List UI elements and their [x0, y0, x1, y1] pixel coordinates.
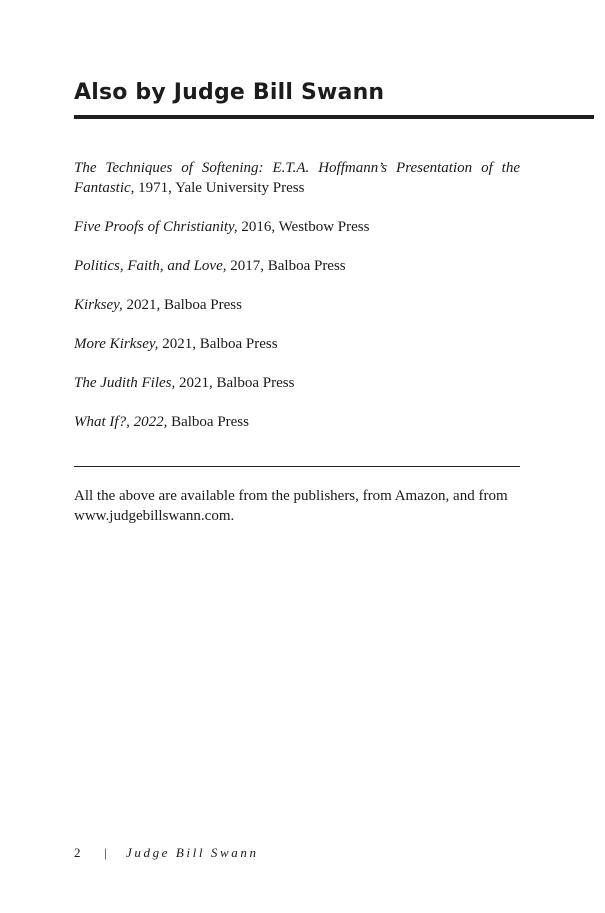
availability-note: All the above are available from the publishers, from Amazon, and from www.judgebillswann.com.: [74, 488, 508, 524]
book-entry: [74, 373, 520, 393]
book-details: 2021, Balboa Press: [158, 336, 278, 352]
book-title: Politics, Faith, and Love,: [74, 258, 227, 274]
book-details: Balboa Press: [167, 414, 249, 430]
book-details: 1971, Yale University Press: [134, 180, 305, 196]
page-footer: [74, 845, 259, 861]
book-entry: [74, 412, 520, 432]
book-title: Five Proofs of Christianity,: [74, 219, 238, 235]
book-entry: [74, 158, 520, 198]
book-entry: [74, 295, 520, 315]
book-title: The Techniques of Softening: E.T.A. Hoffmann’s Presentation of the Fantastic,: [74, 160, 520, 196]
book-details: 2016, Westbow Press: [237, 219, 370, 235]
book-entry: [74, 256, 520, 276]
page-heading: Also by Judge Bill Swann: [74, 80, 385, 105]
book-title: More Kirksey,: [74, 336, 159, 352]
heading-rule: [74, 115, 594, 119]
page-number: 2: [74, 845, 81, 860]
book-details: 2021, Balboa Press: [122, 297, 242, 313]
book-details: 2021, Balboa Press: [175, 375, 295, 391]
book-entry: [74, 334, 520, 354]
book-title: What If?, 2022,: [74, 414, 168, 430]
book-details: 2017, Balboa Press: [226, 258, 346, 274]
book-title: Kirksey,: [74, 297, 123, 313]
section-divider: [74, 466, 520, 467]
book-title: The Judith Files,: [74, 375, 176, 391]
book-entry: [74, 217, 520, 237]
book-list: [74, 158, 520, 451]
footer-separator: |: [104, 845, 107, 860]
footer-author: Judge Bill Swann: [126, 845, 259, 860]
